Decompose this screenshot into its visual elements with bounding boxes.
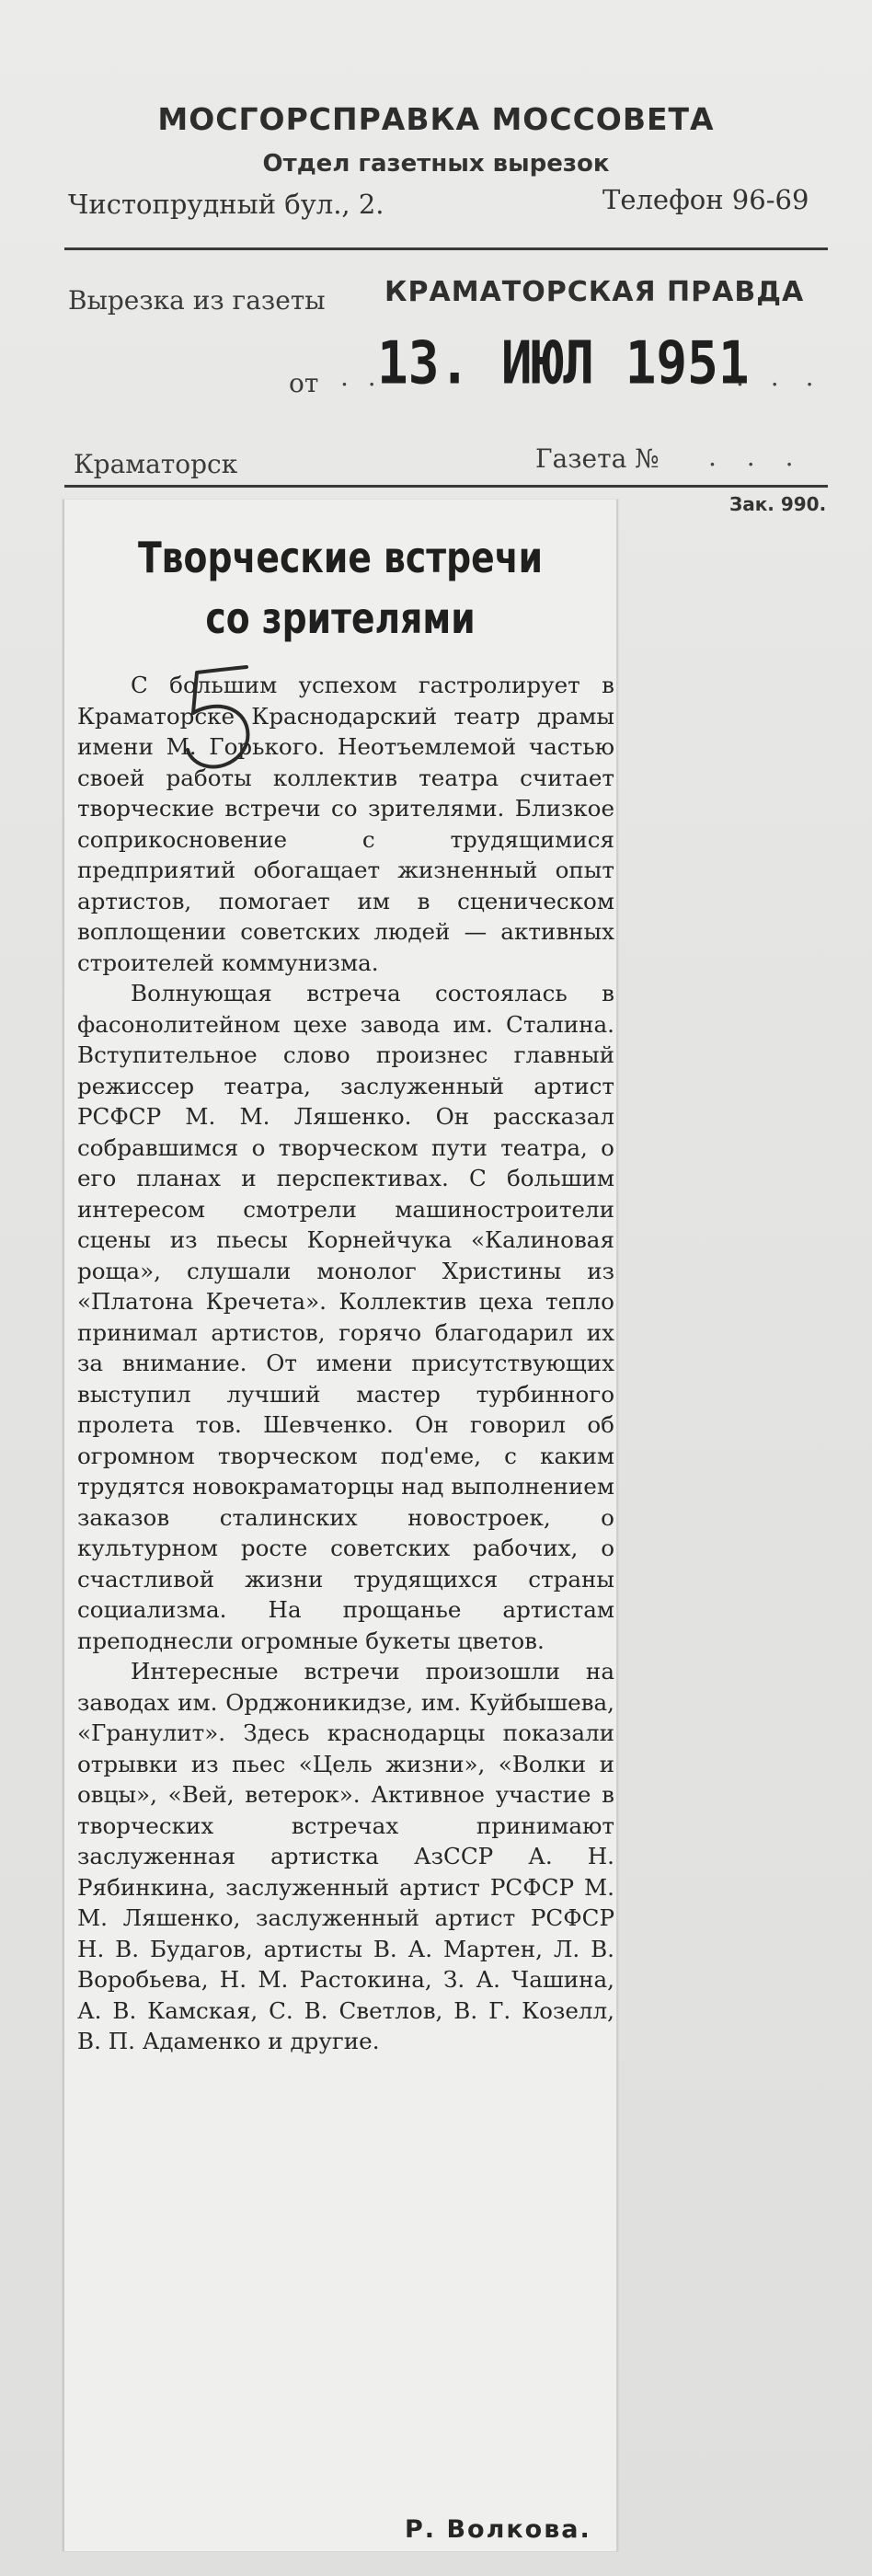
city-name: Краматорск (74, 449, 238, 479)
issue-label: Газета № (535, 443, 660, 474)
order-mark: Зак. 990. (729, 493, 827, 515)
department-name: Отдел газетных вырезок (262, 150, 610, 178)
date-from-label: от (289, 368, 319, 398)
article-paragraph: Волнующая встреча состоялась в фасонолитейном цехе завода им. Сталина. Вступительное слово произнес главный режиссер театра, заслуженный артист РСФСР М. М. Ляшенко. Он рассказал собравшимся о творческом пути театра, о его планах и перспективах. С большим интересом смотрели машиностроители сцены из пьесы Корнейчука «Калиновая роща», слушали монолог Христины из «Платона Кречета». Коллектив цеха тепло принимал артистов, горячо благодарил их за внимание. От имени присутствующих выступил лучший мастер турбинного пролета тов. Шевченко. Он говорил об огромном творческом под'еме, с каким трудятся новокраматорцы над выполнением заказов сталинских новостроек, о культурном росте советских рабочих, о счастливой жизни трудящихся страны социализма. На прощанье артистам преподнесли огромные букеты цветов. (77, 980, 614, 1654)
article-title-line-1: Творческие встречи (137, 533, 544, 582)
newspaper-name: КРАМАТОРСКАЯ ПРАВДА (384, 276, 805, 308)
clipping-divider (64, 485, 828, 488)
clipping-label: Вырезка из газеты (68, 285, 326, 316)
date-dots: . . (340, 362, 382, 392)
article-body (77, 670, 614, 2057)
article-title-line-2: со зрителями (205, 593, 476, 643)
article-title (112, 527, 568, 649)
article-paragraph: Интересные встречи произошли на заводах им. Орджоникидзе, им. Куйбышева, «Гранулит». Здесь краснодарцы показали отрывки из пьес «Цель жизни», «Волки и овцы», «Вей, ветерок». Активное участие в творческих встречах принимают заслуженная артистка АзССР А. Н. Рябинкина, заслуженный артист РСФСР М. М. Ляшенко, заслуженный артист РСФСР Н. В. Будагов, артисты В. А. Мартен, Л. В. Воробьева, Н. М. Растокина, З. А. Чашина, А. В. Камская, С. В. Светлов, В. Г. Козелл, В. П. Адаменко и другие. (77, 1658, 614, 2054)
article-signature: Р. Волкова. (405, 2515, 591, 2544)
agency-name: МОСГОРСПРАВКА МОССОВЕТА (157, 101, 715, 137)
date-stamp: 13. ИЮЛ 1951 (377, 329, 750, 398)
header-divider (64, 247, 828, 250)
phone-number: Телефон 96-69 (602, 184, 809, 215)
article-paragraph: С большим успехом гастролирует в Краматорске Краснодарский театр драмы имени М. Горького. Неотъемлемой частью своей работы коллектив театра считает творческие встречи со зрителями. Близкое соприкосновение с трудящимися предприятий обогащает жизненный опыт артистов, помогает им в сценическом воплощении советских людей — активных строителей коммунизма. (77, 672, 614, 976)
address: Чистопрудный бул., 2. (68, 189, 384, 220)
date-dots-trailing: . . . (736, 362, 823, 392)
issue-dots: . . . (708, 442, 805, 472)
